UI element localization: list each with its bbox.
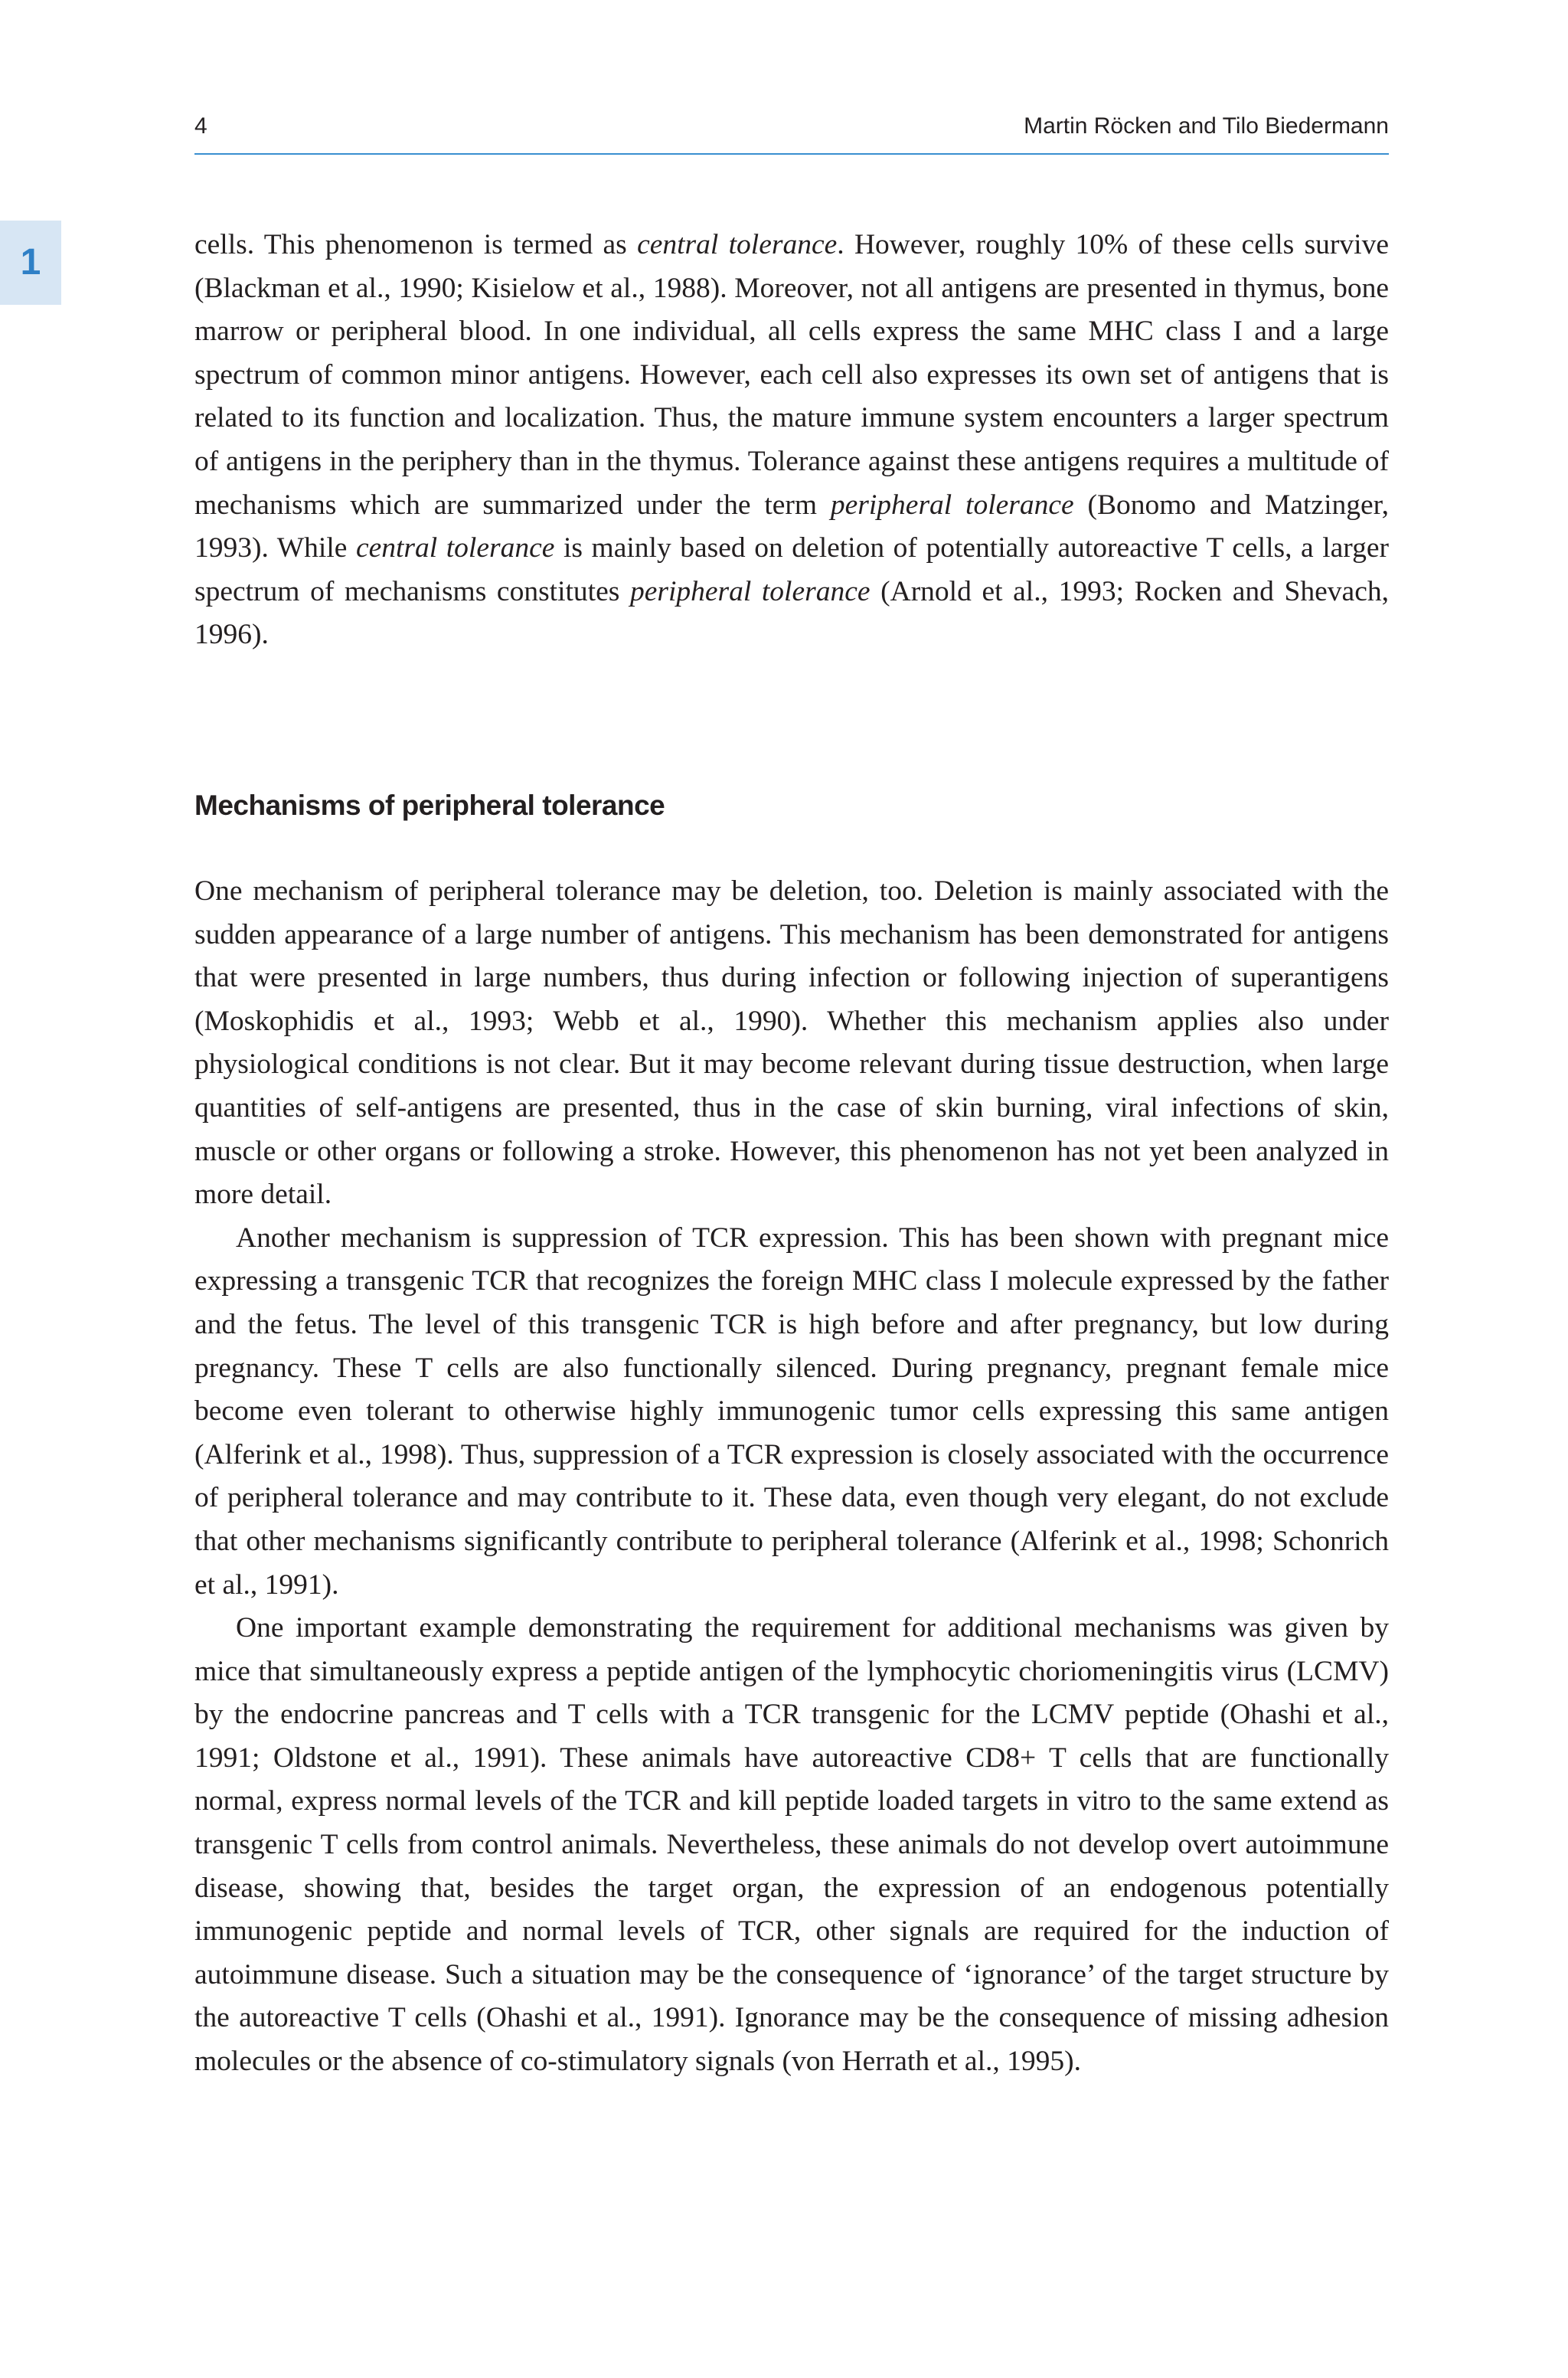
italic-term: central tolerance — [355, 532, 555, 564]
text-run: (Arnold et al., 1993; Rocken and Shevach, 1996). — [194, 575, 1389, 651]
italic-term: peripheral tolerance — [629, 575, 871, 607]
body-paragraph: One important example demonstrating the requirement for additional mechanisms was given by mice that simultaneously express a peptide antigen of the lymphocytic choriomeningitis virus (LCMV) by the endocrine pancreas and T cells with a TCR transgenic for the LCMV peptide (Ohashi et al., 1991; Oldstone et al., 1991). These animals have autoreactive CD8+ T cells that are functionally normal, express normal levels of the TCR and kill peptide loaded targets in vitro to the same extend as transgenic T cells from control animals. Nevertheless, these animals do not develop overt autoimmune disease, showing that, besides the target organ, the expression of an endogenous potentially immunogenic peptide and normal levels of TCR, other signals are required for the induction of autoimmune disease. Such a situation may be the consequence of ‘ignorance’ of the target structure by the autoreactive T cells (Ohashi et al., 1991). Ignorance may be the consequence of missing adhesion molecules or the absence of co-stimulatory signals (von Herrath et al., 1995). — [194, 1612, 1389, 2078]
page-number: 4 — [194, 113, 207, 139]
text-run: (Bonomo and Matzinger, 1993). While — [194, 489, 1389, 564]
chapter-tab — [0, 221, 61, 305]
running-header — [194, 107, 1389, 153]
body-paragraph: Another mechanism is suppression of TCR expression. This has been shown with pregnant mice expressing a transgenic TCR that recognizes the foreign MHC class I molecule expressed by the father and the fetus. The level of this transgenic TCR is high before and after pregnancy, but low during pregnancy. These T cells are also functionally silenced. During pregnancy, pregnant female mice become even tolerant to otherwise highly immunogenic tumor cells expressing this same antigen (Alferink et al., 1998). Thus, suppression of a TCR expression is closely associated with the occurrence of peripheral tolerance and may contribute to it. These data, even though very elegant, do not exclude that other mechanisms significantly contribute to peripheral tolerance (Alferink et al., 1998; Schonrich et al., 1991). — [194, 1222, 1389, 1601]
italic-term: peripheral tolerance — [830, 489, 1074, 521]
running-head-authors: Martin Röcken and Tilo Biedermann — [1024, 113, 1389, 139]
italic-term: central tolerance — [637, 229, 838, 260]
header-rule — [194, 153, 1389, 155]
text-run: is mainly based on deletion of potentially autoreactive T cells, a larger spectrum of mechanisms constitutes — [194, 532, 1389, 607]
intro-paragraph — [194, 224, 1389, 657]
intro-text — [194, 224, 1389, 657]
text-run: cells. This phenomenon is termed as — [194, 229, 638, 260]
body-paragraph: One mechanism of peripheral tolerance may be deletion, too. Deletion is mainly associated with the sudden appearance of a large number of antigens. This mechanism has been demonstrated for antigens that were presented in large numbers, thus during infection or following injection of superantigens (Moskophidis et al., 1993; Webb et al., 1990). Whether this mechanism applies also under physiological conditions is not clear. But it may become relevant during tissue destruction, when large quantities of self-antigens are presented, thus in the case of skin burning, viral infections of skin, muscle or other organs or following a stroke. However, this phenomenon has not yet been analyzed in more detail. — [194, 875, 1389, 1211]
chapter-number: 1 — [20, 242, 41, 283]
section-heading: Mechanisms of peripheral tolerance — [194, 790, 665, 821]
text-run: . However, roughly 10% of these cells survive (Blackman et al., 1990; Kisielow et al., 1988). Moreover, not all antigens are presented in thymus, bone marrow or peripheral blood. In one individual, all cells express the same MHC class I and a large spectrum of common minor antigens. However, each cell also expresses its own set of antigens that is related to its function and localization. Thus, the mature immune system encounters a larger spectrum of antigens in the periphery than in the thymus. Tolerance against these antigens requires a multitude of mechanisms which are summarized under the term — [194, 229, 1389, 521]
section-body — [194, 870, 1389, 2084]
